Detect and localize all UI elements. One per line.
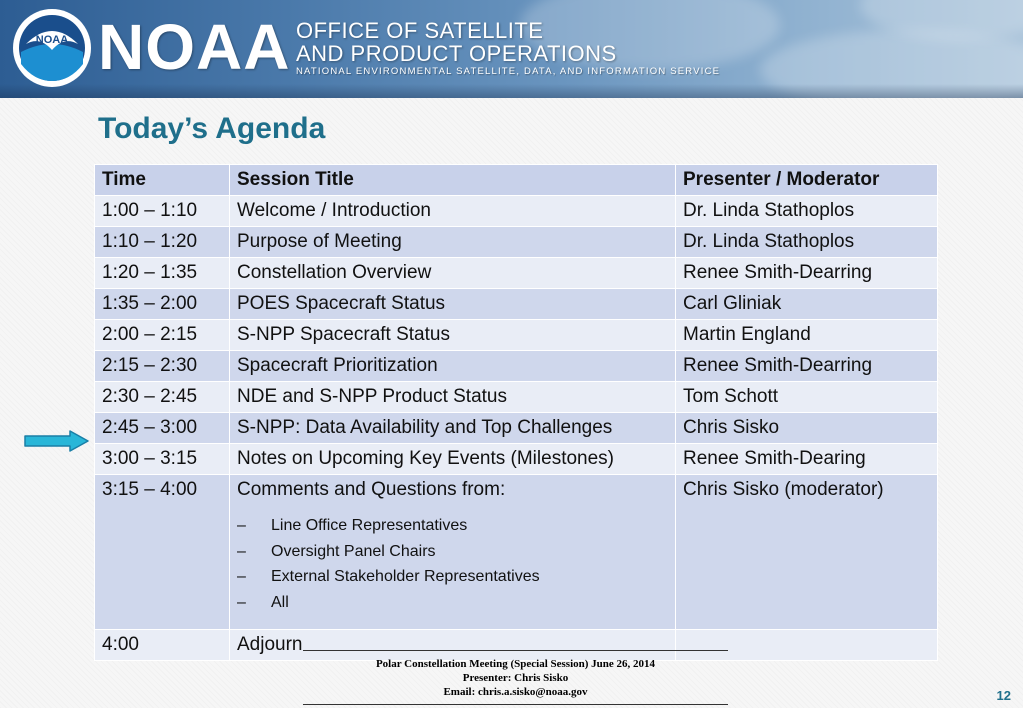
table-row xyxy=(95,413,938,444)
cell-time: 3:00 – 3:15 xyxy=(95,444,230,475)
cell-presenter: Dr. Linda Stathoplos xyxy=(676,227,938,258)
footer-email: Email: chris.a.sisko@noaa.gov xyxy=(443,686,588,698)
cell-time: 1:20 – 1:35 xyxy=(95,258,230,289)
header-banner xyxy=(0,0,1023,98)
cell-title: Welcome / Introduction xyxy=(230,196,676,227)
cell-title: Adjourn xyxy=(230,630,676,661)
list-item-text: All xyxy=(271,593,289,611)
cell-time: 3:15 – 4:00 xyxy=(95,475,230,630)
table-row xyxy=(95,227,938,258)
table-row xyxy=(95,196,938,227)
banner-shade xyxy=(0,84,1023,98)
banner-subtitle: NATIONAL ENVIRONMENTAL SATELLITE, DATA, AND INFORMATION SERVICE xyxy=(296,66,721,77)
table-row xyxy=(95,382,938,413)
header-session-title: Session Title xyxy=(230,165,676,196)
brand-name: NOAA xyxy=(98,11,291,83)
table-row-current xyxy=(95,444,938,475)
cell-time: 4:00 xyxy=(95,630,230,661)
table-header-row xyxy=(95,165,938,196)
office-line-2: AND PRODUCT OPERATIONS xyxy=(296,41,617,66)
table-row xyxy=(95,258,938,289)
noaa-seal-icon xyxy=(12,8,92,88)
cell-presenter: Dr. Linda Stathoplos xyxy=(676,196,938,227)
list-item xyxy=(237,513,668,539)
dash-bullet-icon: – xyxy=(237,517,246,534)
list-item xyxy=(237,539,668,565)
office-title xyxy=(296,19,617,65)
cell-time: 1:00 – 1:10 xyxy=(95,196,230,227)
cell-title: Purpose of Meeting xyxy=(230,227,676,258)
cell-presenter: Carl Gliniak xyxy=(676,289,938,320)
slide-title: Today’s Agenda xyxy=(98,112,326,145)
bullet-list xyxy=(237,513,668,615)
dash-bullet-icon: – xyxy=(237,593,246,611)
footer-presenter: Presenter: Chris Sisko xyxy=(462,672,569,684)
cell-title xyxy=(230,475,676,630)
logo-text: NOAA xyxy=(35,34,69,46)
agenda-table xyxy=(94,164,938,661)
cell-presenter: Renee Smith-Dearring xyxy=(676,351,938,382)
cell-time: 2:45 – 3:00 xyxy=(95,413,230,444)
cell-presenter: Chris Sisko (moderator) xyxy=(676,475,938,630)
cell-time: 1:35 – 2:00 xyxy=(95,289,230,320)
cell-time: 1:10 – 1:20 xyxy=(95,227,230,258)
table-row xyxy=(95,289,938,320)
header-presenter: Presenter / Moderator xyxy=(676,165,938,196)
cell-title: NDE and S-NPP Product Status xyxy=(230,382,676,413)
table-row xyxy=(95,351,938,382)
cell-title: Constellation Overview xyxy=(230,258,676,289)
cell-presenter: Chris Sisko xyxy=(676,413,938,444)
cell-presenter: Tom Schott xyxy=(676,382,938,413)
cell-title-text: Comments and Questions from: xyxy=(237,479,506,500)
cell-title: Spacecraft Prioritization xyxy=(230,351,676,382)
header-time: Time xyxy=(95,165,230,196)
cell-time: 2:00 – 2:15 xyxy=(95,320,230,351)
cell-title: Notes on Upcoming Key Events (Milestones) xyxy=(230,444,676,475)
cell-presenter: Martin England xyxy=(676,320,938,351)
table-row xyxy=(95,320,938,351)
page-number: 12 xyxy=(996,688,1011,703)
list-item-text: External Stakeholder Representatives xyxy=(271,568,540,585)
list-item-text: Line Office Representatives xyxy=(271,517,468,534)
cell-time: 2:15 – 2:30 xyxy=(95,351,230,382)
cell-presenter: Renee Smith-Dearring xyxy=(676,258,938,289)
arrow-right-icon xyxy=(24,430,90,452)
list-item xyxy=(237,564,668,590)
footer-meeting: Polar Constellation Meeting (Special Session) June 26, 2014 xyxy=(375,658,656,670)
cell-time: 2:30 – 2:45 xyxy=(95,382,230,413)
cell-title: POES Spacecraft Status xyxy=(230,289,676,320)
office-line-1: OFFICE OF SATELLITE xyxy=(296,18,544,43)
cell-presenter: Renee Smith-Dearing xyxy=(676,444,938,475)
dash-bullet-icon: – xyxy=(237,542,246,560)
table-row xyxy=(95,475,938,630)
dash-bullet-icon: – xyxy=(237,568,246,585)
cell-title: S-NPP Spacecraft Status xyxy=(230,320,676,351)
slide-footer xyxy=(303,650,728,705)
list-item xyxy=(237,590,668,616)
cell-title: S-NPP: Data Availability and Top Challenges xyxy=(230,413,676,444)
list-item-text: Oversight Panel Chairs xyxy=(271,542,436,560)
